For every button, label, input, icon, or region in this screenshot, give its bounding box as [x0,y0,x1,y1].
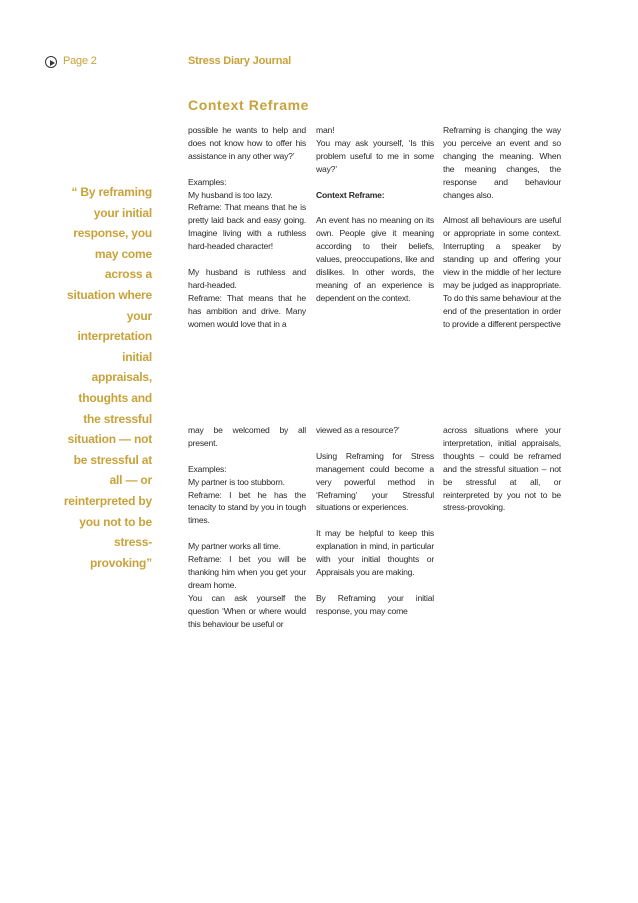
paragraph: My husband is too lazy. [188,189,273,200]
row1-column-3 [443,124,561,330]
paragraph: You may ask yourself, ‘Is this problem useful to me in some way?’ [316,137,434,174]
row1-column-2 [316,124,434,305]
play-circle-icon [45,56,57,68]
paragraph: By Reframing your initial response, you may come [316,592,434,616]
paragraph: may be welcomed by all present. [188,425,306,448]
paragraph: It may be helpful to keep this explanation in mind, in particular with your initial thoughts or Appraisals you are making. [316,528,434,577]
row2-column-1 [188,424,306,630]
examples-label: Examples: [188,463,227,474]
paragraph: Almost all behaviours are useful or appropriate in some context. Interrupting a speaker by standing up and offering your view in the middle of her lecture may be judged as inappropriate. To do this same behaviour at the end of the presentation in order to provide a different perspective [443,215,561,329]
paragraph: Reframe: I bet you will be thanking him when you get your dream home. [188,554,306,590]
page-number: Page 2 [63,55,97,67]
row1-column-1 [188,124,306,330]
journal-title: Stress Diary Journal [188,55,291,67]
paragraph: My partner works all time. [188,541,281,552]
paragraph: Reframing is changing the way you perceive an event and so changing the meaning. When the meaning changes, the response and behaviour changes also. [443,125,561,200]
paragraph: My partner is too stubborn. [188,476,285,487]
paragraph: You can ask yourself the question ‘When or where would this behaviour be useful or [188,592,306,629]
paragraph: viewed as a resource?’ [316,425,400,435]
paragraph: Reframe: I bet he has the tenacity to stand by you in tough times. [188,489,306,526]
paragraph: Reframe: That means that he has ambition and drive. Many women would love that in a [188,292,306,329]
paragraph: My husband is ruthless and hard-headed. [188,266,306,290]
row2-column-3 [443,424,561,514]
row2-column-2 [316,424,434,618]
paragraph: Using Reframing for Stress management could become a very powerful method in ‘Reframing’ your Stressful situations or experiences. [316,450,434,513]
paragraph: across situations where your interpretation, initial appraisals, thoughts – could be reframed and the stressful situation – not be stressful at all, or reinterpreted by you not to be stress-provoking. [443,425,561,513]
examples-label: Examples: [188,176,227,187]
pull-quote: “ By reframing your initial response, you may come across a situation where your interpretation initial appraisals, thoughts and the stressful situation — not be stressful at all — or reinterpreted by you not to be stress-provoking” [63,185,152,570]
section-title: Context Reframe [188,97,310,113]
paragraph: possible he wants to help and does not know how to offer his assistance in any other way?’ [188,125,306,161]
paragraph: man! [316,125,335,135]
paragraph: An event has no meaning on its own. People give it meaning according to their beliefs, values, preoccupations, like and dislikes. In other words, the meaning of an experience is dependent on the context. [316,215,434,303]
subheading: Context Reframe: [316,189,385,200]
paragraph: Reframe: That means that he is pretty laid back and easy going. Imagine living with a ruthless hard-headed character! [188,202,306,252]
